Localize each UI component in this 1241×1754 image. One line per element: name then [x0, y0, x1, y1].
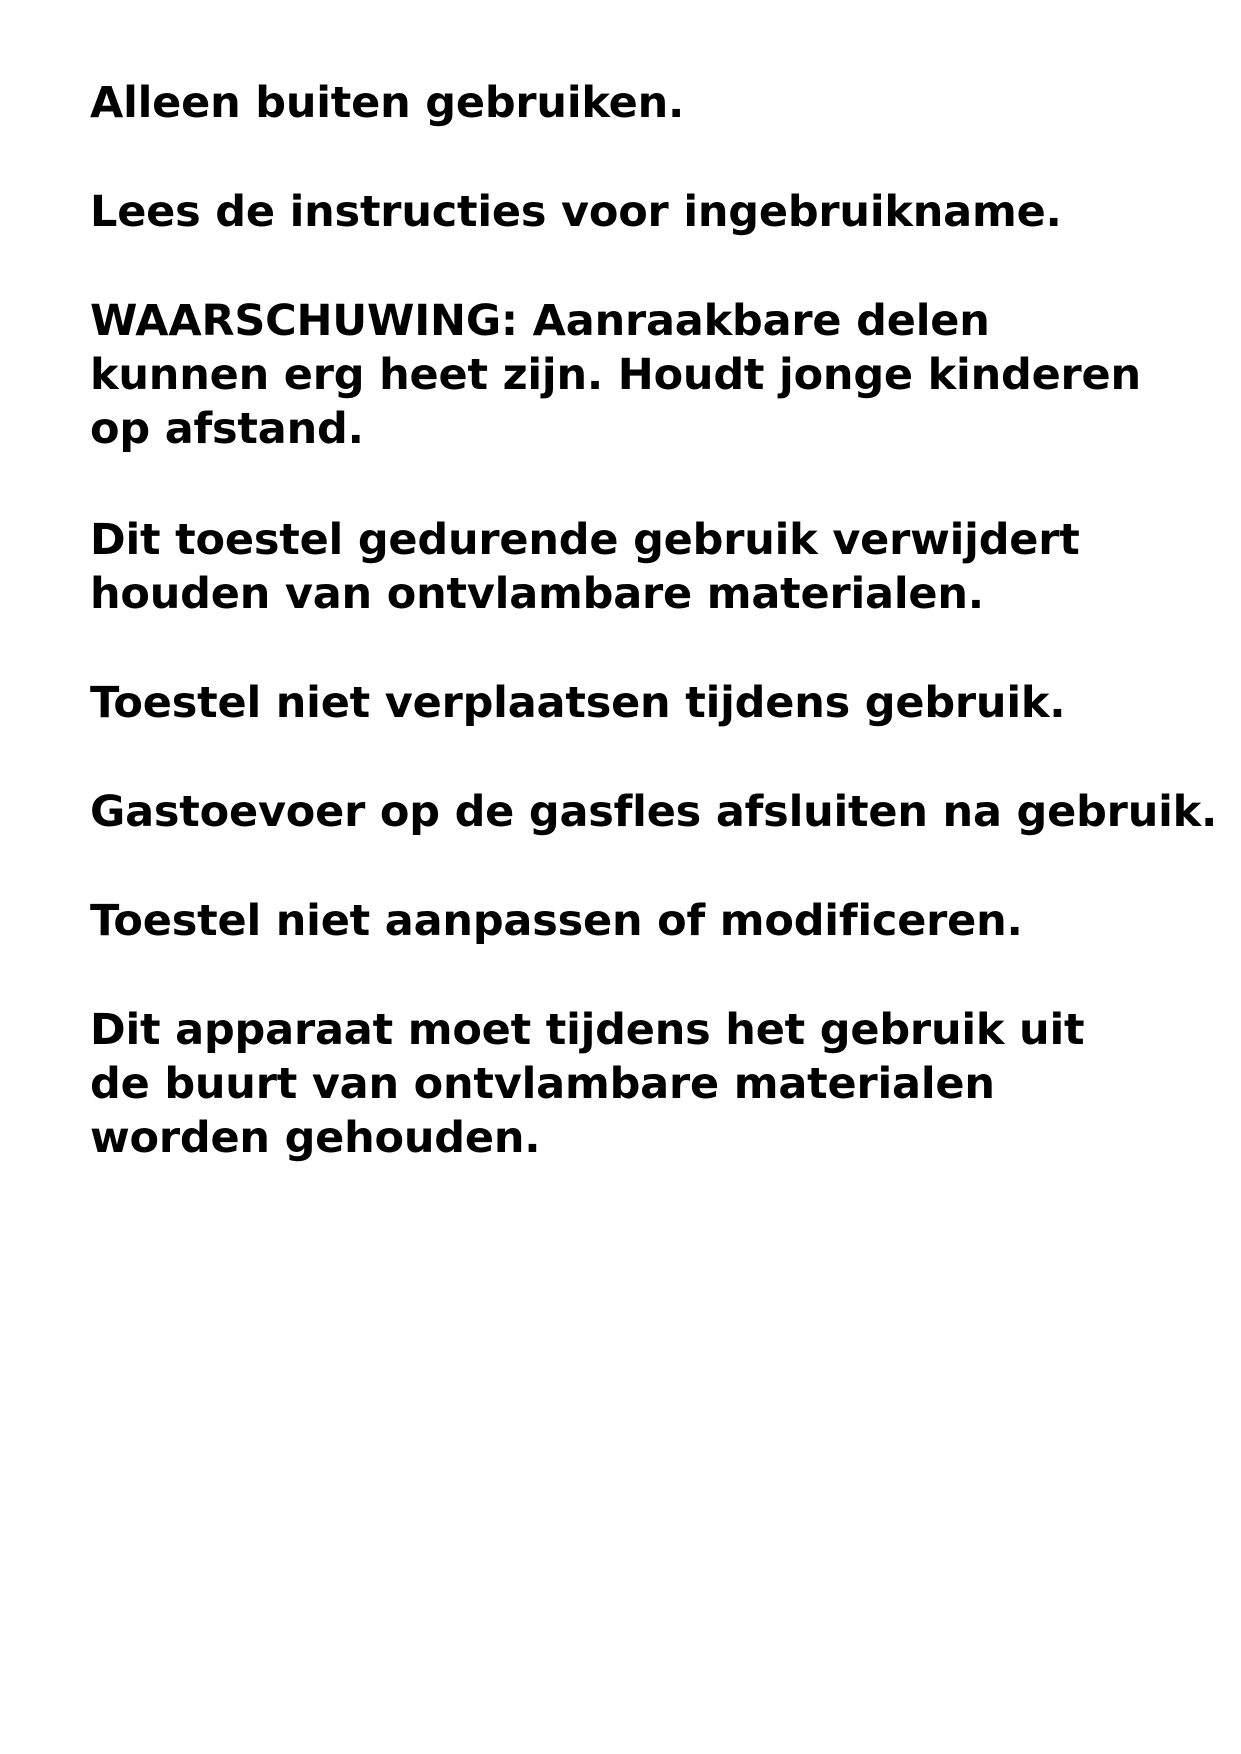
notice-do-not-modify [90, 894, 1023, 948]
notice-warning-hot-parts [90, 294, 1141, 456]
notice-do-not-move [90, 676, 1065, 730]
notice-close-gas-supply [90, 785, 1217, 839]
notice-line: Dit toestel gedurende gebruik verwijdert [90, 515, 1080, 565]
notice-line: Alleen buiten gebruiken. [90, 78, 685, 128]
notice-line: Toestel niet verplaatsen tijdens gebruik. [90, 678, 1066, 728]
notice-line: Dit apparaat moet tijdens het gebruik uit [90, 1005, 1085, 1055]
notice-line: WAARSCHUWING: Aanraakbare delen [90, 296, 990, 346]
notice-line: worden gehouden. [90, 1113, 541, 1163]
notice-line: Gastoevoer op de gasfles afsluiten na gebruik. [90, 787, 1218, 837]
notice-read-instructions [90, 185, 1062, 239]
notice-line: de buurt van ontvlambare materialen [90, 1059, 995, 1109]
notice-keep-away-flammables [90, 513, 1080, 621]
notice-line: op afstand. [90, 404, 364, 454]
notice-line: Toestel niet aanpassen of modificeren. [90, 896, 1023, 946]
notice-away-from-flammables [90, 1003, 1084, 1165]
notice-line: houden van ontvlambare materialen. [90, 569, 984, 619]
notice-line: kunnen erg heet zijn. Houdt jonge kinderen [90, 350, 1141, 400]
notice-line: Lees de instructies voor ingebruikname. [90, 187, 1062, 237]
notice-outdoor-use [90, 76, 684, 130]
